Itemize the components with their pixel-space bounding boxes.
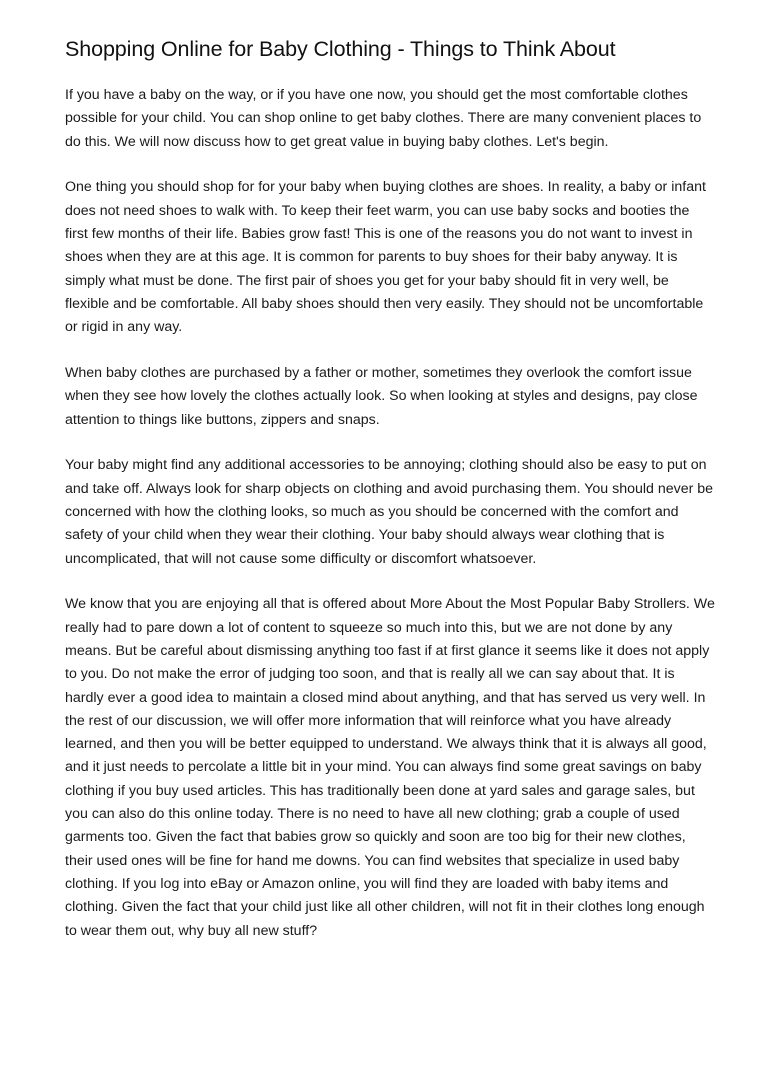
paragraph-comfort: When baby clothes are purchased by a father or mother, sometimes they overlook the comfort issue when they see how lovely the clothes actually look. So when looking at styles and designs, pay close attention to things like buttons, zippers and snaps. <box>65 364 698 428</box>
paragraph-accessories: Your baby might find any additional accessories to be annoying; clothing should also be easy to put on and take off. Always look for sharp objects on clothing and avoid purchasing them. You should never be concerned with how the clothing looks, so much as you should be concerned with the comfort and safety of your child when they wear their clothing. Your baby should always wear clothing that is uncomplicated, that will not cause some difficulty or discomfort whatsoever. <box>65 457 714 567</box>
paragraph-used-clothing: We know that you are enjoying all that is offered about More About the Most Popular Baby Strollers. We really had to pare down a lot of content to squeeze so much into this, but we are not done by any means. But be careful about dismissing anything too fast if at first glance it seems like it does not apply to you. Do not make the error of judging too soon, and that is really all we can say about that. It is hardly ever a good idea to maintain a closed mind about anything, and that has served us very well. In the rest of our discussion, we will offer more information that will reinforce what you have already learned, and then you will be better equipped to understand. We always think that it is always all good, and it just needs to percolate a little bit in your mind. You can always find some great savings on baby clothing if you buy used articles. This has traditionally been done at yard sales and garage sales, but you can also do this online today. There is no need to have all new clothing; grab a couple of used garments too. Given the fact that babies grow so quickly and soon are too big for their new clothes, their used ones will be fine for hand me downs. You can find websites that specialize in used baby clothing. If you log into eBay or Amazon online, you will find they are loaded with baby items and clothing. Given the fact that your child just like all other children, will not fit in their clothes long enough to wear them out, why buy all new stuff? <box>65 596 715 939</box>
paragraph-shoes: One thing you should shop for for your baby when buying clothes are shoes. In reality, a baby or infant does not need shoes to walk with. To keep their feet warm, you can use baby socks and booties the first few months of their life. Babies grow fast! This is one of the reasons you do not want to invest in shoes when they are at this age. It is common for parents to buy shoes for their baby anyway. It is simply what must be done. The first pair of shoes you get for your baby should fit in very well, be flexible and be comfortable. All baby shoes should then very easily. They should not be uncomfortable or rigid in any way. <box>65 179 706 336</box>
page-title: Shopping Online for Baby Clothing - Things to Think About <box>65 37 616 61</box>
paragraph-intro: If you have a baby on the way, or if you have one now, you should get the most comfortable clothes possible for your child. You can shop online to get baby clothes. There are many convenient places to do this. We will now discuss how to get great value in buying baby clothes. Let's begin. <box>65 87 702 150</box>
